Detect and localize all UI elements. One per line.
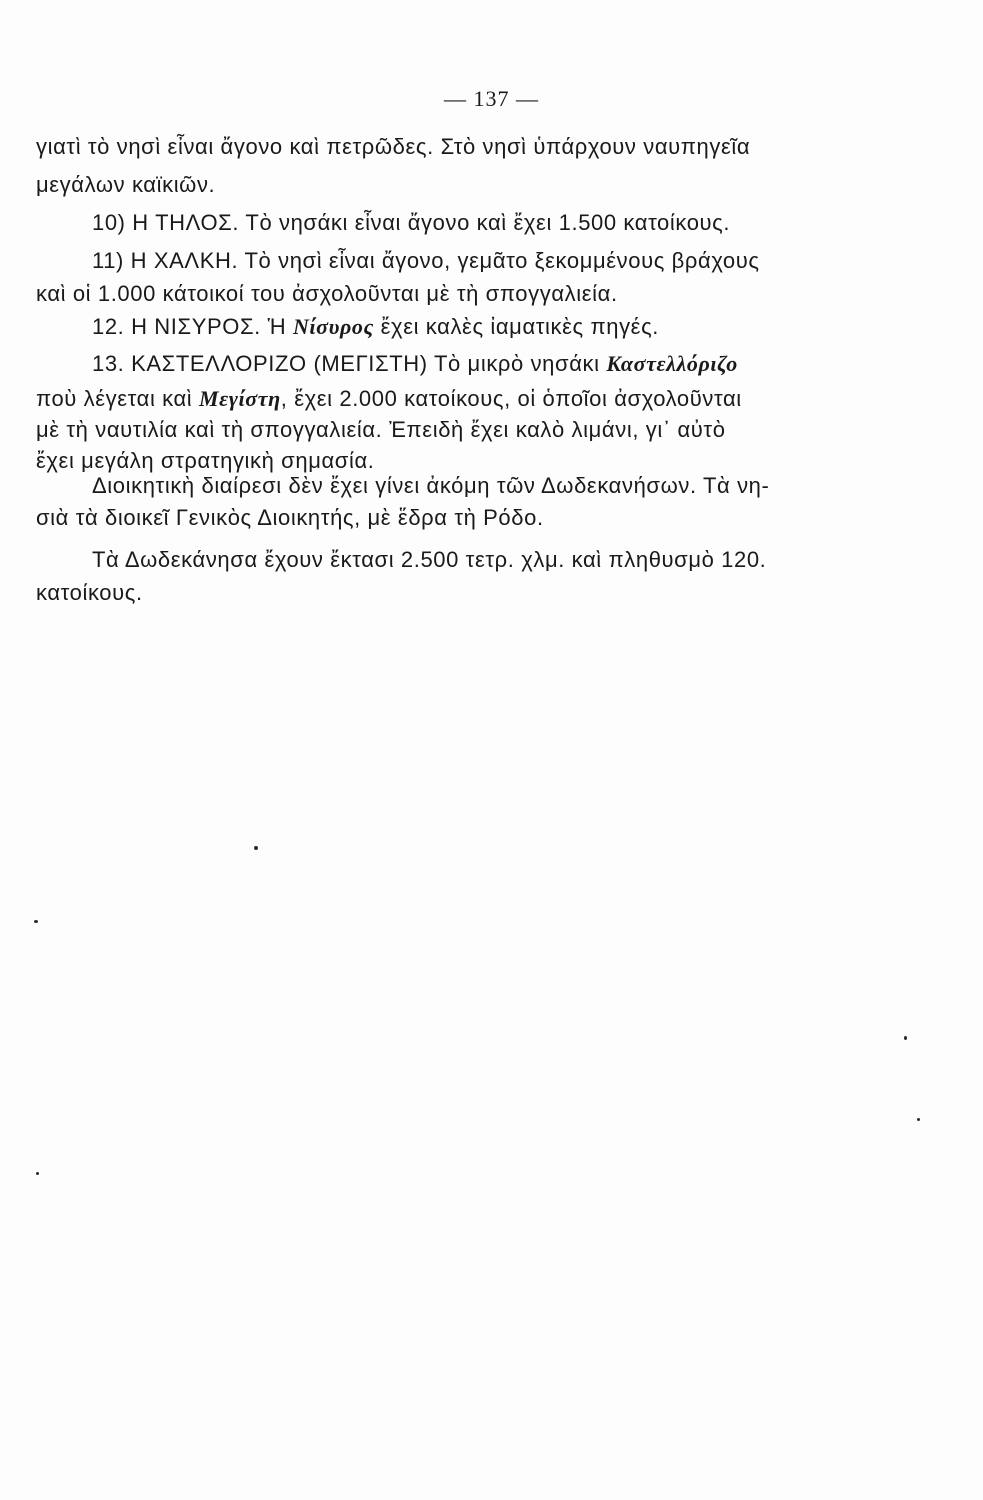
text-line-8-part-a: ποὺ λέγεται καὶ [36,386,200,411]
text-line-7 [92,353,738,375]
text-line-14-content: κατοίκους. [36,580,143,605]
text-line-2-content: μεγάλων καϊκιῶν. [36,172,216,197]
text-line-9-content: μὲ τὴ ναυτιλία καὶ τὴ σπογγαλιεία. Ἐπειδὴ ἔχει καλὸ λιμάνι, γι᾿ αὐτὸ [36,417,726,442]
text-line-7-part-a: 13. ΚΑΣΤΕΛΛΟΡΙΖΟ (ΜΕΓΙΣΤΗ) Τὸ μικρὸ νησάκι [92,351,607,376]
page-number: — 137 — [444,86,539,111]
text-line-9 [36,419,726,441]
text-line-10 [36,450,374,472]
text-line-6 [92,316,659,338]
scan-speck [36,1172,39,1175]
text-line-8 [36,388,742,410]
text-line-6-part-c: ἔχει καλὲς ἰαματικὲς πηγές. [373,314,660,339]
text-line-1-content: γιατὶ τὸ νησὶ εἶναι ἄγονο καὶ πετρῶδες. Στὸ νησὶ ὑπάρχουν ναυπηγεῖα [36,134,751,159]
text-line-12-content: σιὰ τὰ διοικεῖ Γενικὸς Διοικητής, μὲ ἕδρα τὴ Ρόδο. [36,505,544,530]
text-line-7-emphasis: Καστελλόριζο [606,351,738,376]
text-line-11 [92,475,769,497]
text-line-11-content: Διοικητικὴ διαίρεσι δὲν ἔχει γίνει ἀκόμη τῶν Δωδεκανήσων. Τὰ νη- [92,473,770,498]
scan-speck [34,920,38,923]
scan-speck [254,846,258,850]
text-line-6-part-a: 12. Η ΝΙΣΥΡΟΣ. Ἡ [92,314,293,339]
scan-speck [917,1118,920,1121]
text-line-13-content: Τὰ Δωδεκάνησα ἔχουν ἔκτασι 2.500 τετρ. χλμ. καὶ πληθυσμὸ 120. [92,547,767,572]
text-line-8-emphasis: Μεγίστη [199,386,281,411]
text-line-3 [92,212,730,234]
text-line-6-emphasis: Νίσυρος [292,314,374,339]
text-line-12 [36,507,544,529]
text-line-2 [36,174,215,196]
text-line-13 [92,549,766,571]
text-line-1 [36,136,750,158]
text-line-14 [36,582,143,604]
text-line-3-content: 10) Η ΤΗΛΟΣ. Τὸ νησάκι εἶναι ἄγονο καὶ ἔχει 1.500 κατοίκους. [92,210,731,235]
text-line-10-content: ἔχει μεγάλη στρατηγικὴ σημασία. [36,448,375,473]
text-line-8-part-c: , ἔχει 2.000 κατοίκους, οἱ ὁποῖοι ἀσχολοῦνται [280,386,742,411]
text-line-5 [36,283,618,305]
text-line-4-content: 11) Η ΧΑΛΚΗ. Τὸ νησὶ εἶναι ἄγονο, γεμᾶτο ξεκομμένους βράχους [92,248,760,273]
scan-speck [904,1036,907,1040]
text-line-4 [92,250,760,272]
text-line-5-content: καὶ οἱ 1.000 κάτοικοί του ἀσχολοῦνται μὲ τὴ σπογγαλιεία. [36,281,618,306]
